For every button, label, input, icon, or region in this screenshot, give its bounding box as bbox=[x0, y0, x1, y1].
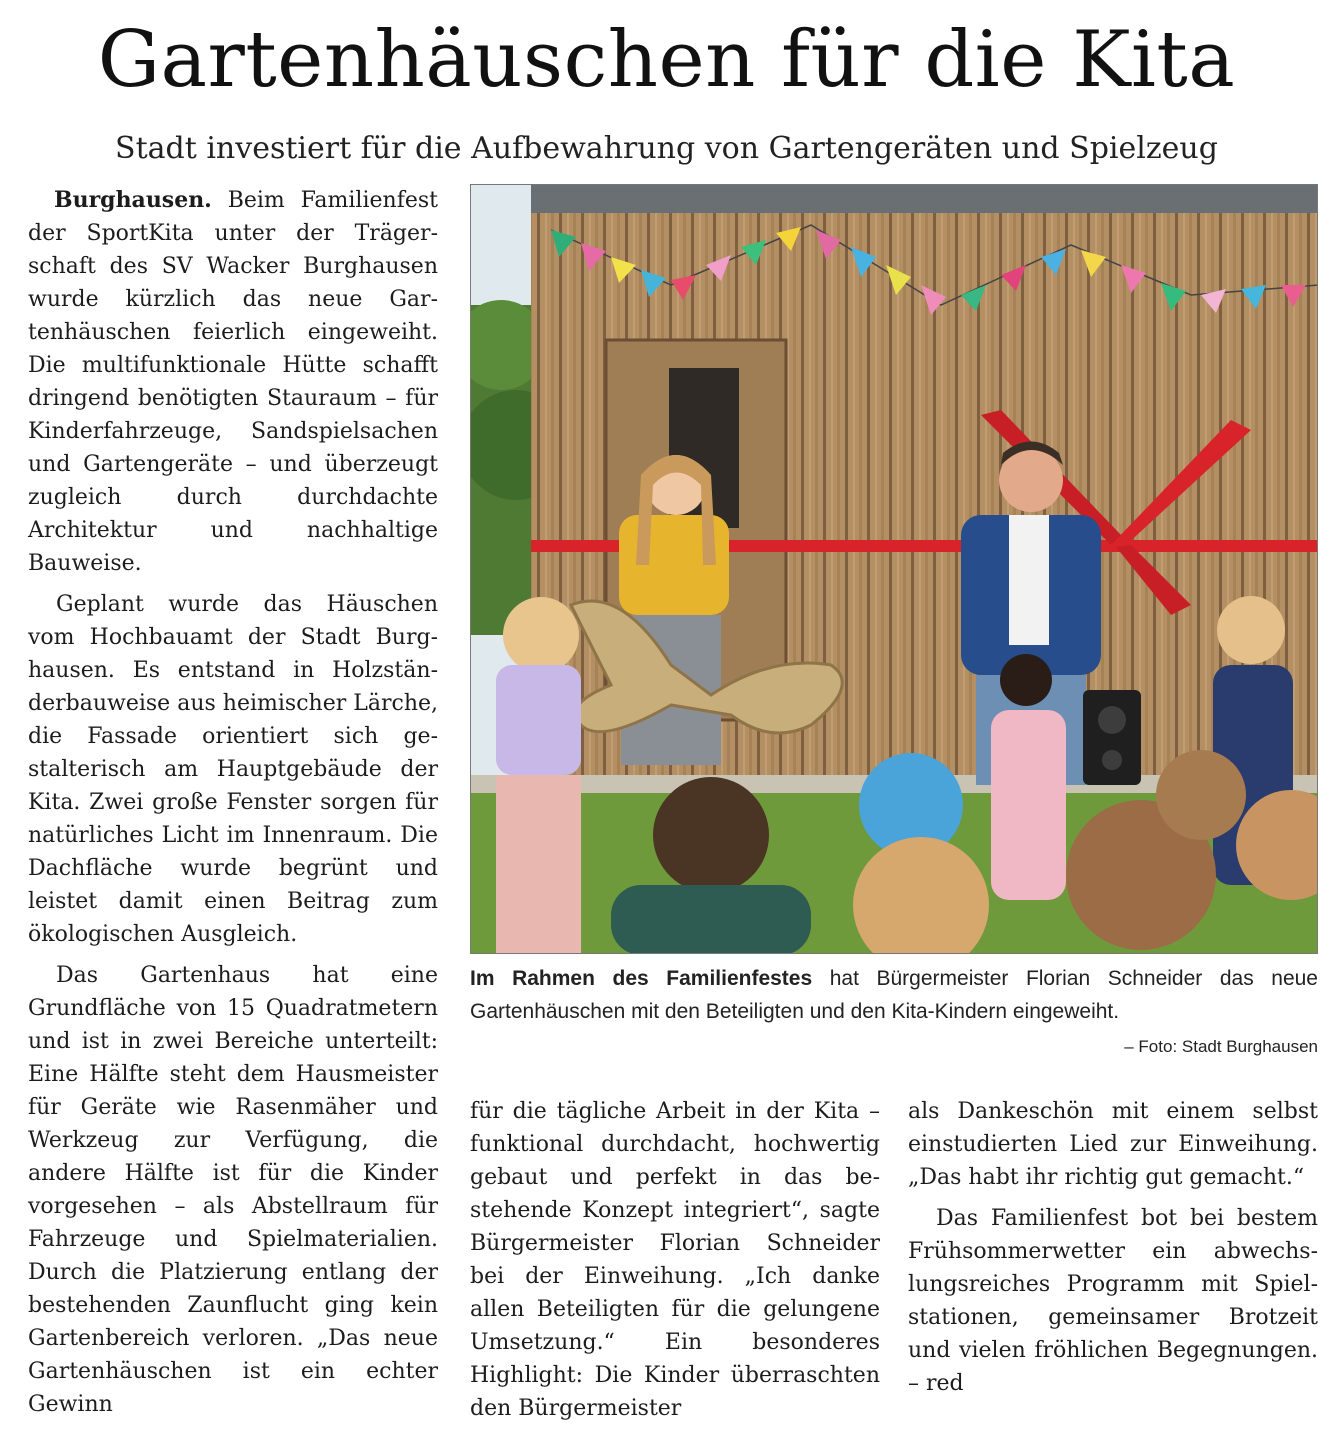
dateline: Burghausen. bbox=[54, 187, 212, 213]
paragraph bbox=[28, 184, 438, 580]
photo-credit: – Foto: Stadt Burghausen bbox=[1124, 1037, 1318, 1056]
caption-text: hat Bürgermeister Florian Schneider das neue Gartenhäuschen mit den Beteiligten und den Kita-Kindern eingeweiht. bbox=[470, 967, 1318, 1023]
paragraph: Geplant wurde das Häuschen vom Hochbauamt der Stadt Burghausen. Es entstand in Holzständerbauweise aus heimischer Lärche, die Fassade orientiert sich gestalterisch am Hauptgebäude der Kita. Zwei große Fenster sorgen für natürliches Licht im Innenraum. Die Dachfläche wurde begrünt und leistet damit einen Beitrag zum ökologischen Ausgleich. bbox=[28, 592, 438, 947]
photo-caption bbox=[470, 962, 1318, 1028]
paragraph: als Dankeschön mit einem selbst einstudierten Lied zur Einweihung. „Das habt ihr richtig gut gemacht.“ bbox=[908, 1099, 1318, 1190]
headline: Gartenhäuschen für die Kita bbox=[97, 15, 1236, 105]
subheadline: Stadt investiert für die Aufbewahrung von Gartengeräten und Spielzeug bbox=[115, 131, 1218, 166]
paragraph: Das Familienfest bot bei bestem Frühsommerwetter ein abwechslungsreiches Programm mit Spielstationen, gemeinsamer Brotzeit und vielen fröhlichen Begegnungen. – red bbox=[908, 1206, 1318, 1396]
article-photo bbox=[470, 184, 1318, 954]
article-column-1 bbox=[28, 184, 438, 1421]
paragraph-text: Beim Familienfest der SportKita unter der Trägerschaft des SV Wacker Burghausen wurde kürzlich das neue Gartenhäuschen feierlich eingeweiht. Die multifunktionale Hütte schafft dringend benötigten Stauraum – für Kinderfahrzeuge, Sandspielsachen und Gartengeräte – und überzeugt zugleich durch durchdachte Architektur und nachhaltige Bauweise. bbox=[28, 188, 438, 576]
caption-lead: Im Rahmen des Familienfestes bbox=[470, 967, 813, 990]
article-column-2 bbox=[470, 1095, 880, 1425]
paragraph: Das Gartenhaus hat eine Grundfläche von 15 Quadratmetern und ist in zwei Bereiche unterteilt: Eine Hälfte steht dem Hausmeister für Geräte wie Rasenmäher und Werkzeug zur Verfügung, die andere Hälfte ist für die Kinder vorgesehen – als Abstellraum für Fahrzeuge und Spielmaterialien. Durch die Platzierung entlang der bestehenden Zaunflucht ging kein Gartenbereich verloren. „Das neue Gartenhäuschen ist ein echter Gewinn bbox=[28, 963, 438, 1417]
paragraph: für die tägliche Arbeit in der Kita – funktional durchdacht, hochwertig gebaut und perfekt in das bestehende Konzept integriert“, sagte Bürgermeister Florian Schneider bei der Einweihung. „Ich danke allen Beteiligten für die gelungene Umsetzung.“ Ein besonderes Highlight: Die Kinder überraschten den Bürgermeister bbox=[470, 1099, 880, 1421]
article-column-3 bbox=[908, 1095, 1318, 1400]
